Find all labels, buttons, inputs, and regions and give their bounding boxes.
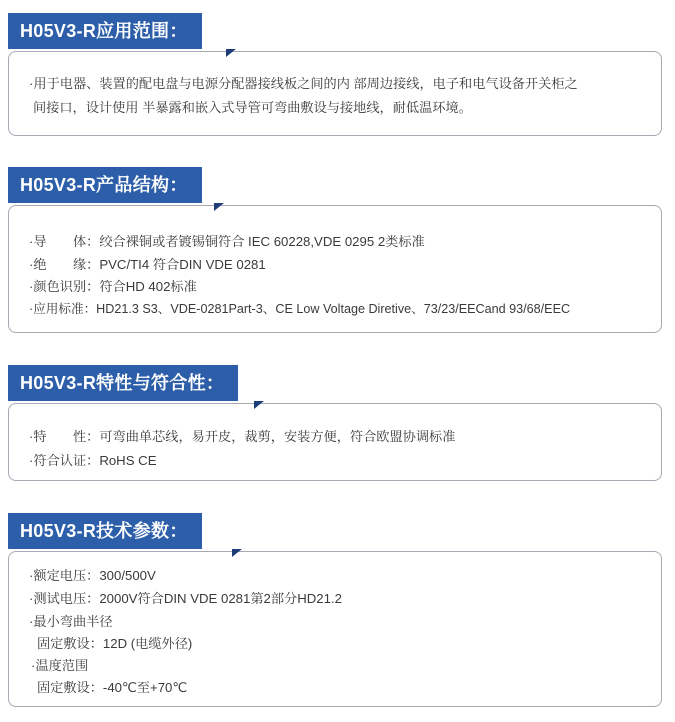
text-line: ·用于电器、装置的配电盘与电源分配器接线板之间的内 部周边接线，电子和电气设备开关柜之 — [29, 76, 578, 91]
tab-fold-decoration — [226, 49, 236, 57]
section-title-tech-params: H05V3-R技术参数： — [8, 513, 202, 549]
text-line: ·额定电压：300/500V — [29, 568, 156, 583]
section-title-structure: H05V3-R产品结构： — [8, 167, 202, 203]
tab-fold-decoration — [214, 203, 224, 211]
section-title-features: H05V3-R特性与符合性： — [8, 365, 238, 401]
section-box-features — [8, 403, 662, 481]
section-title-application: H05V3-R应用范围： — [8, 13, 202, 49]
text-line: 固定敷设：-40℃至+70℃ — [37, 680, 188, 695]
text-line: ·特 性：可弯曲单芯线，易开皮，裁剪，安装方便，符合欧盟协调标准 — [29, 429, 456, 444]
text-line: ·颜色识别：符合HD 402标准 — [29, 279, 197, 294]
text-line: 间接口，设计使用 半暴露和嵌入式导管可弯曲敷设与接地线，耐低温环境。 — [33, 100, 472, 115]
tab-fold-decoration — [254, 401, 264, 409]
text-line: ·符合认证：RoHS CE — [29, 453, 157, 468]
text-line: ·应用标准：HD21.3 S3、VDE-0281Part-3、CE Low Voltage Diretive、73/23/EECand 93/68/EEC — [29, 302, 571, 316]
text-line: 固定敷设：12D (电缆外径) — [37, 636, 193, 651]
text-line: ·温度范围 — [31, 658, 89, 673]
section-box-application — [8, 51, 662, 136]
tab-fold-decoration — [232, 549, 242, 557]
section-box-structure — [8, 205, 662, 333]
section-box-tech-params — [8, 551, 662, 707]
text-line: ·绝 缘：PVC/TI4 符合DIN VDE 0281 — [29, 257, 266, 272]
text-line: ·最小弯曲半径 — [29, 614, 113, 629]
text-line: ·测试电压：2000V符合DIN VDE 0281第2部分HD21.2 — [29, 591, 342, 606]
text-line: ·导 体：绞合裸铜或者镀锡铜符合 IEC 60228,VDE 0295 2类标准 — [29, 234, 425, 249]
